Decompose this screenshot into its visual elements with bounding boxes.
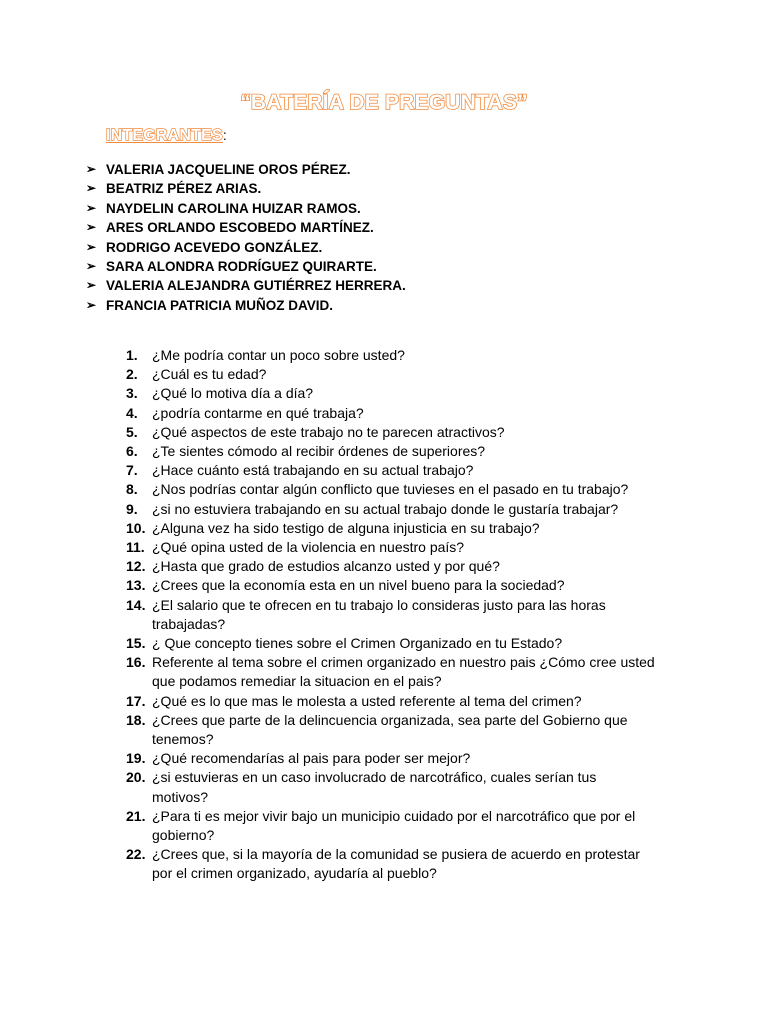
question-text: ¿Qué opina usted de la violencia en nuestro país? xyxy=(152,539,465,556)
question-item xyxy=(126,346,656,365)
question-number: 10. xyxy=(126,519,146,536)
question-text: ¿Crees que, si la mayoría de la comunidad se pusiera de acuerdo en protestar por el crimen organizado, ayudaría al pueblo? xyxy=(152,846,640,882)
member-name: SARA ALONDRA RODRÍGUEZ QUIRARTE. xyxy=(106,258,377,274)
question-item xyxy=(126,442,656,461)
question-text: ¿si estuvieras en un caso involucrado de narcotráfico, cuales serían tus motivos? xyxy=(152,769,597,805)
member-name: VALERIA JACQUELINE OROS PÉREZ. xyxy=(106,162,351,177)
document-title: “BATERÍA DE PREGUNTAS” xyxy=(240,91,528,114)
arrow-bullet-icon: ➢ xyxy=(86,162,97,176)
member-name: NAYDELIN CAROLINA HUIZAR RAMOS. xyxy=(106,200,361,216)
member-name: ARES ORLANDO ESCOBEDO MARTÍNEZ. xyxy=(106,220,374,236)
question-number: 2. xyxy=(126,366,138,383)
question-item xyxy=(126,500,656,519)
question-number: 7. xyxy=(126,462,138,479)
question-text: ¿si no estuviera trabajando en su actual trabajo donde le gustaría trabajar? xyxy=(152,500,619,517)
arrow-bullet-icon: ➢ xyxy=(86,258,97,273)
member-name: FRANCIA PATRICIA MUÑOZ DAVID. xyxy=(106,297,333,313)
integrantes-heading-row xyxy=(106,127,227,145)
question-number: 8. xyxy=(126,481,138,498)
arrow-bullet-icon: ➢ xyxy=(86,297,97,312)
question-number: 16. xyxy=(126,654,146,671)
question-item xyxy=(126,576,656,595)
question-text: ¿El salario que te ofrecen en tu trabajo lo consideras justo para las horas trabajadas? xyxy=(152,596,606,632)
question-number: 22. xyxy=(126,846,146,863)
arrow-bullet-icon: ➢ xyxy=(86,181,97,196)
question-item xyxy=(126,845,656,883)
question-text: ¿Nos podrías contar algún conflicto que tuvieses en el pasado en tu trabajo? xyxy=(152,481,629,498)
member-item xyxy=(86,199,406,218)
question-item xyxy=(126,653,656,691)
question-number: 15. xyxy=(126,635,146,652)
question-item xyxy=(126,596,656,634)
arrow-bullet-icon: ➢ xyxy=(86,200,97,215)
question-text: ¿Te sientes cómodo al recibir órdenes de superiores? xyxy=(152,443,486,460)
question-number: 5. xyxy=(126,423,138,440)
members-list xyxy=(86,160,406,315)
question-text: ¿Crees que la economía esta en un nivel bueno para la sociedad? xyxy=(152,577,565,594)
question-text: ¿Qué lo motiva día a día? xyxy=(152,385,314,402)
member-item xyxy=(86,179,406,198)
question-number: 4. xyxy=(126,404,138,421)
question-text: ¿Hasta que grado de estudios alcanzo usted y por qué? xyxy=(152,558,500,575)
question-item xyxy=(126,384,656,403)
question-text: ¿Crees que parte de la delincuencia organizada, sea parte del Gobierno que tenemos? xyxy=(152,711,628,748)
question-item xyxy=(126,404,656,423)
question-item xyxy=(126,768,656,806)
question-text: ¿podría contarme en qué trabaja? xyxy=(152,404,364,421)
question-text: ¿Para ti es mejor vivir bajo un municipio cuidado por el narcotráfico que por el gobierno? xyxy=(152,807,636,844)
member-name: RODRIGO ACEVEDO GONZÁLEZ. xyxy=(106,239,323,255)
member-item xyxy=(86,276,406,295)
member-item xyxy=(86,257,406,276)
question-number: 11. xyxy=(126,539,145,556)
arrow-bullet-icon: ➢ xyxy=(86,278,97,293)
integrantes-heading: INTEGRANTES xyxy=(106,127,223,144)
question-number: 17. xyxy=(126,692,146,709)
arrow-bullet-icon: ➢ xyxy=(86,220,97,235)
question-text: ¿Qué aspectos de este trabajo no te parecen atractivos? xyxy=(152,423,505,440)
arrow-bullet-icon: ➢ xyxy=(86,239,97,254)
integrantes-colon: : xyxy=(222,127,227,143)
question-number: 19. xyxy=(126,750,146,767)
question-item xyxy=(126,423,656,442)
question-text: ¿Hace cuánto está trabajando en su actual trabajo? xyxy=(152,462,474,479)
question-item xyxy=(126,461,656,480)
question-number: 13. xyxy=(126,577,146,594)
question-item xyxy=(126,711,656,749)
member-name: BEATRIZ PÉREZ ARIAS. xyxy=(106,181,262,197)
questions-list xyxy=(126,346,656,884)
question-number: 3. xyxy=(126,385,138,402)
question-text: ¿ Que concepto tienes sobre el Crimen Organizado en tu Estado? xyxy=(152,635,563,652)
question-number: 1. xyxy=(126,347,138,363)
member-item xyxy=(86,160,406,179)
member-item xyxy=(86,296,406,315)
question-item xyxy=(126,692,656,711)
question-number: 12. xyxy=(126,558,146,575)
question-number: 21. xyxy=(126,807,146,824)
member-name: VALERIA ALEJANDRA GUTIÉRREZ HERRERA. xyxy=(106,278,406,294)
question-number: 14. xyxy=(126,596,146,613)
question-number: 6. xyxy=(126,443,138,460)
question-text: ¿Me podría contar un poco sobre usted? xyxy=(152,347,405,363)
question-item xyxy=(126,480,656,499)
question-text: ¿Qué es lo que mas le molesta a usted referente al tema del crimen? xyxy=(152,692,582,709)
question-item xyxy=(126,538,656,557)
question-item xyxy=(126,634,656,653)
member-item xyxy=(86,238,406,257)
question-item xyxy=(126,557,656,576)
member-item xyxy=(86,218,406,237)
question-text: ¿Alguna vez ha sido testigo de alguna injusticia en su trabajo? xyxy=(152,519,540,536)
question-item xyxy=(126,807,656,845)
question-item xyxy=(126,365,656,384)
question-text: ¿Qué recomendarías al pais para poder ser mejor? xyxy=(152,750,471,767)
question-text: ¿Cuál es tu edad? xyxy=(152,366,267,383)
question-item xyxy=(126,519,656,538)
question-number: 20. xyxy=(126,769,146,786)
question-item xyxy=(126,749,656,768)
question-text: Referente al tema sobre el crimen organizado en nuestro pais ¿Cómo cree usted que podamos remediar la situacion en el pais? xyxy=(152,654,655,690)
question-number: 9. xyxy=(126,500,138,517)
question-number: 18. xyxy=(126,711,146,728)
